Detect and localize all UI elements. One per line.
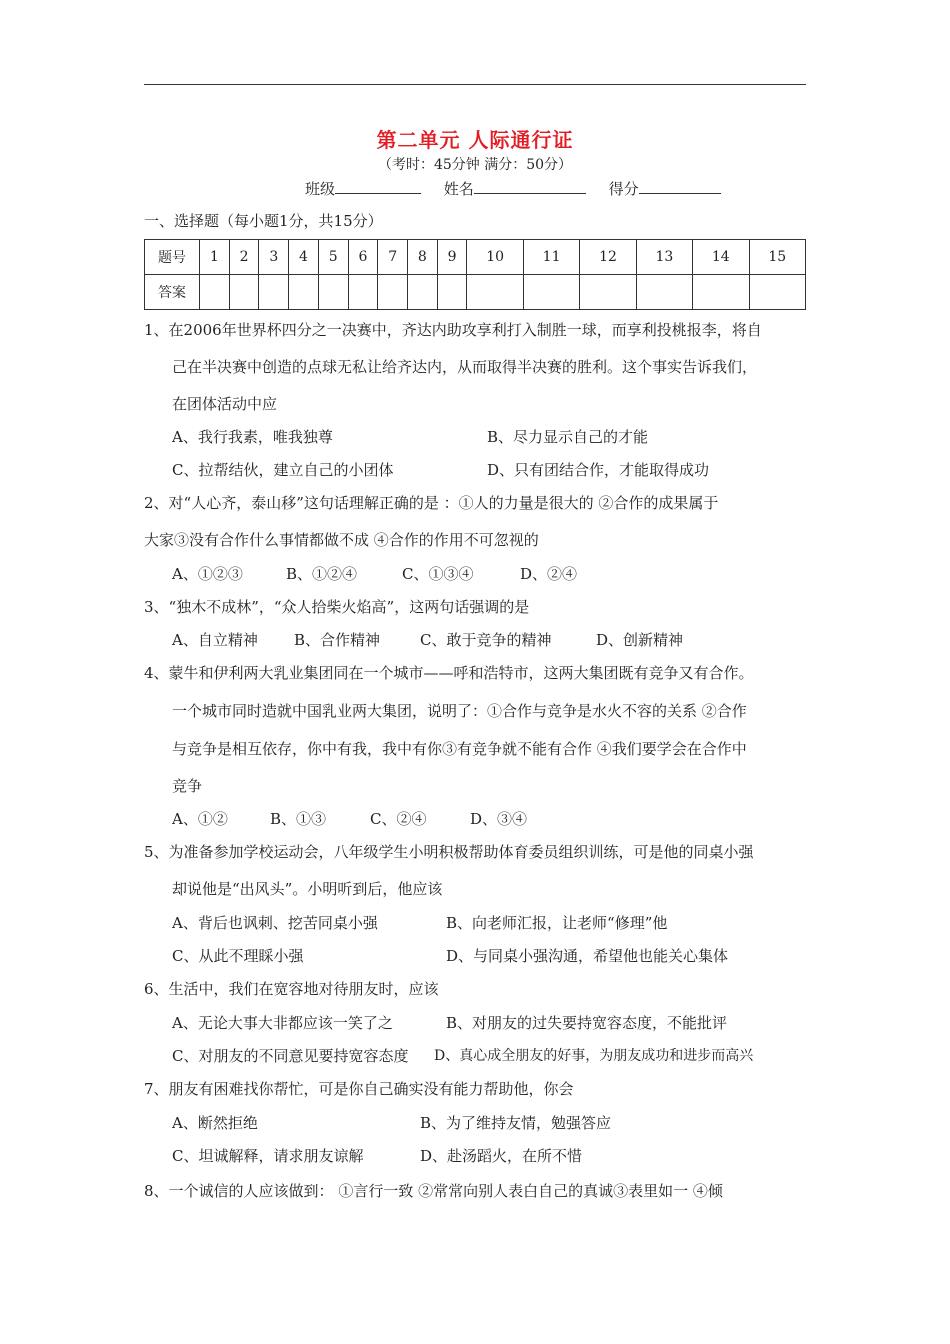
score-field[interactable]	[639, 179, 721, 194]
number-cell: 2	[229, 240, 259, 275]
question-2-option-c: C、①③④	[402, 565, 474, 583]
question-2-line-1: 2、对“人心齐，泰山移”这句话理解正确的是 ：①人的力量是很大的 ②合作的成果属于	[144, 494, 719, 512]
question-4-line-4: 竞争	[172, 777, 203, 795]
number-cell: 14	[693, 240, 749, 275]
exam-subtitle: （考时：45分钟 满分：50分）	[377, 157, 573, 173]
page-title: 第二单元 人际通行证	[376, 128, 574, 152]
student-info-row	[305, 178, 739, 199]
question-6-option-b: B、对朋友的过失要持宽容态度，不能批评	[446, 1014, 728, 1032]
answer-cell[interactable]	[636, 275, 692, 310]
question-1-line-2: 己在半决赛中创造的点球无私让给齐达内，从而取得半决赛的胜利。这个事实告诉我们，	[172, 358, 758, 376]
question-4-line-1: 4、蒙牛和伊利两大乳业集团同在一个城市——呼和浩特市，这两大集团既有竞争又有合作。	[144, 664, 754, 682]
number-cell: 9	[437, 240, 467, 275]
answer-cell[interactable]	[408, 275, 438, 310]
number-cell: 7	[378, 240, 408, 275]
question-4-option-a: A、①②	[172, 810, 228, 828]
question-4-line-2: 一个城市同时造就中国乳业两大集团，说明了：①合作与竞争是水火不容的关系 ②合作	[172, 702, 747, 720]
question-5-option-b: B、向老师汇报，让老师“修理”他	[446, 914, 668, 932]
answer-cell[interactable]	[467, 275, 523, 310]
question-5-option-c: C、从此不理睬小强	[172, 947, 304, 965]
number-row-label: 题号	[145, 240, 200, 275]
number-cell: 3	[259, 240, 289, 275]
number-cell: 8	[408, 240, 438, 275]
question-8-line-1: 8、一个诚信的人应该做到： ①言行一致 ②常常向别人表白自己的真诚③表里如一 ④倾	[144, 1182, 723, 1200]
question-3-option-d: D、创新精神	[596, 631, 684, 649]
answer-table	[144, 239, 806, 310]
name-field[interactable]	[474, 179, 586, 194]
answer-cell[interactable]	[580, 275, 636, 310]
section-heading: 一、选择题（每小题1分，共15分）	[144, 212, 383, 230]
number-cell: 5	[318, 240, 348, 275]
question-6-option-c: C、对朋友的不同意见要持宽容态度	[172, 1047, 409, 1065]
answer-cell[interactable]	[229, 275, 259, 310]
question-7-option-b: B、为了维持友情，勉强答应	[420, 1114, 612, 1132]
answer-cell[interactable]	[200, 275, 230, 310]
answer-cell[interactable]	[318, 275, 348, 310]
number-cell: 13	[636, 240, 692, 275]
question-4-option-c: C、②④	[370, 810, 427, 828]
score-label: 得分	[608, 180, 639, 198]
question-5-line-1: 5、为准备参加学校运动会，八年级学生小明积极帮助体育委员组织训练，可是他的同桌小强	[144, 843, 754, 861]
question-7-option-a: A、断然拒绝	[172, 1114, 258, 1132]
question-5-line-2: 却说他是“出风头”。小明听到后，他应该	[172, 880, 443, 898]
answer-cell[interactable]	[523, 275, 579, 310]
answer-row	[145, 275, 806, 310]
question-1-option-b: B、尽力显示自己的才能	[487, 428, 649, 446]
number-cell: 11	[523, 240, 579, 275]
number-cell: 6	[348, 240, 378, 275]
question-4-option-d: D、③④	[470, 810, 528, 828]
question-3-option-c: C、敢于竞争的精神	[420, 631, 552, 649]
question-3-option-b: B、合作精神	[294, 631, 381, 649]
question-2-line-2: 大家③没有合作什么事情都做不成 ④合作的作用不可忽视的	[144, 531, 539, 549]
answer-cell[interactable]	[378, 275, 408, 310]
name-label: 姓名	[443, 180, 474, 198]
question-7-option-c: C、坦诚解释，请求朋友谅解	[172, 1147, 364, 1165]
question-4-option-b: B、①③	[270, 810, 327, 828]
question-1-option-a: A、我行我素，唯我独尊	[172, 428, 333, 446]
question-1-option-c: C、拉帮结伙，建立自己的小团体	[172, 461, 394, 479]
number-cell: 4	[289, 240, 319, 275]
number-cell: 15	[749, 240, 806, 275]
question-6-line-1: 6、生活中，我们在宽容地对待朋友时，应该	[144, 980, 439, 998]
answer-cell[interactable]	[348, 275, 378, 310]
question-3-option-a: A、自立精神	[172, 631, 258, 649]
question-4-line-3: 与竞争是相互依存，你中有我，我中有你③有竞争就不能有合作 ④我们要学会在合作中	[172, 740, 747, 758]
class-field[interactable]	[335, 179, 421, 194]
question-5-option-d: D、与同桌小强沟通，希望他也能关心集体	[446, 947, 729, 965]
question-2-option-a: A、①②③	[172, 565, 243, 583]
class-label: 班级	[305, 180, 336, 198]
question-1-line-3: 在团体活动中应	[172, 395, 278, 413]
question-2-option-b: B、①②④	[286, 565, 358, 583]
answer-cell[interactable]	[259, 275, 289, 310]
number-cell: 10	[467, 240, 523, 275]
question-3-line-1: 3、“独木不成林”，“众人拾柴火焰高”，这两句话强调的是	[144, 598, 530, 616]
question-1-line-1: 1、在2006年世界杯四分之一决赛中，齐达内助攻享利打入制胜一球，而享利投桃报李，将自	[144, 321, 762, 339]
answer-row-label: 答案	[145, 275, 200, 310]
answer-cell[interactable]	[289, 275, 319, 310]
number-cell: 12	[580, 240, 636, 275]
answer-cell[interactable]	[749, 275, 806, 310]
question-2-option-d: D、②④	[520, 565, 578, 583]
number-row	[145, 240, 806, 275]
header-rule	[144, 84, 806, 85]
question-1-option-d: D、只有团结合作，才能取得成功	[487, 461, 710, 479]
question-6-option-d: D、真心成全朋友的好事，为朋友成功和进步而高兴	[434, 1048, 754, 1064]
answer-cell[interactable]	[693, 275, 749, 310]
answer-cell[interactable]	[437, 275, 467, 310]
question-7-option-d: D、赴汤蹈火，在所不惜	[420, 1147, 583, 1165]
number-cell: 1	[200, 240, 230, 275]
question-7-line-1: 7、朋友有困难找你帮忙，可是你自己确实没有能力帮助他，你会	[144, 1080, 574, 1098]
question-5-option-a: A、背后也讽刺、挖苦同桌小强	[172, 914, 378, 932]
question-6-option-a: A、无论大事大非都应该一笑了之	[172, 1014, 393, 1032]
